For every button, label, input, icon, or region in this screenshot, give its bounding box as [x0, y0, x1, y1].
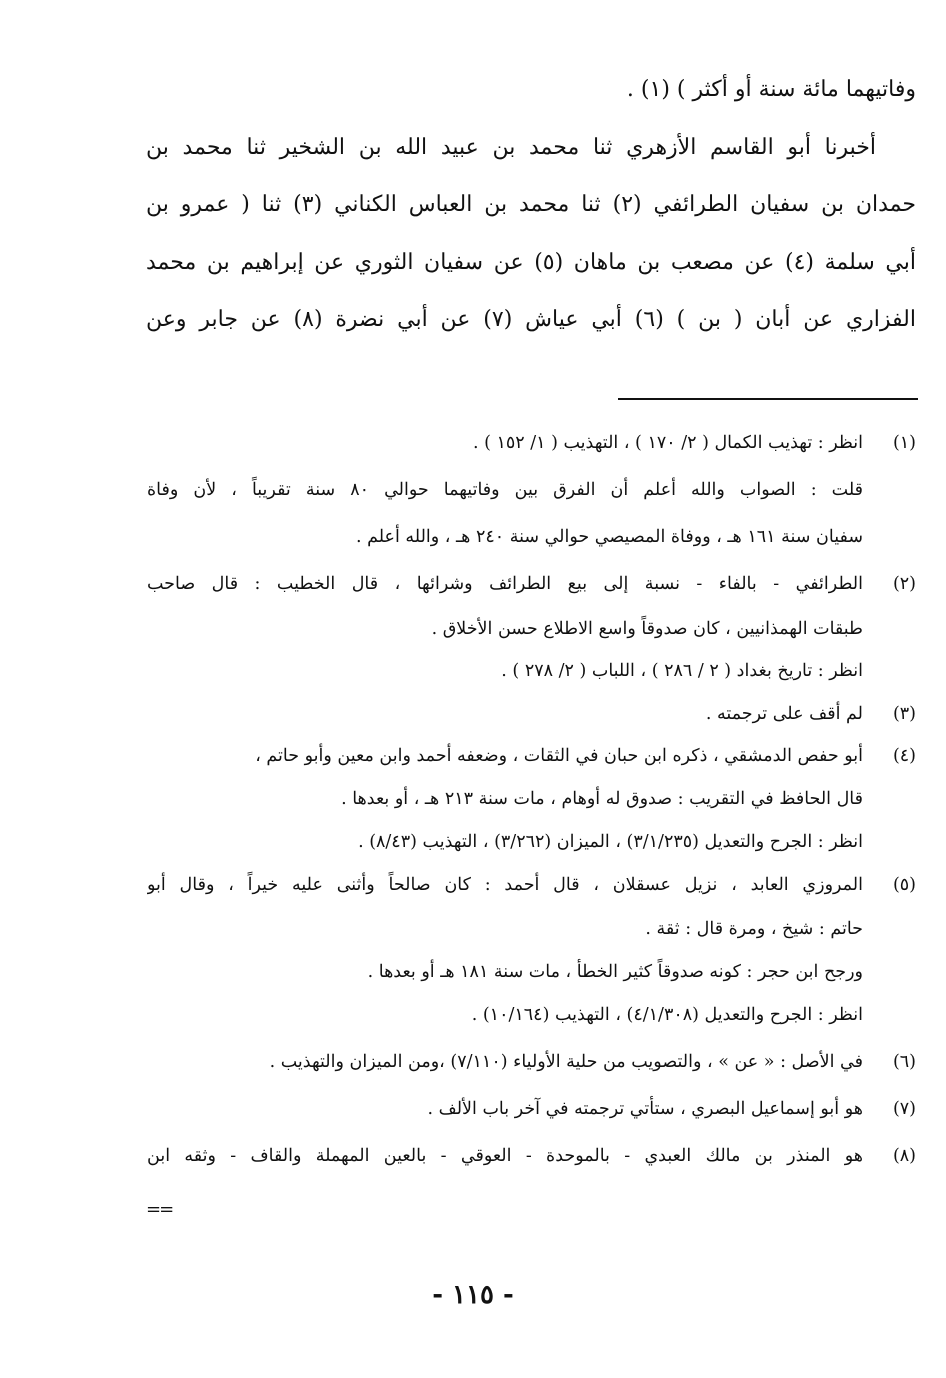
footnote-line: ورجح ابن حجر : كونه صدوقاً كثير الخطأ ، مات سنة ١٨١ هـ أو بعدها .	[367, 962, 863, 982]
footnote-line: انظر : تهذيب الكمال ( ٢/ ١٧٠ ) ، التهذيب ( ١/ ١٥٢ ) .	[472, 433, 863, 453]
footnote-line: قلت : الصواب والله أعلم أن الفرق بين وفاتيهما حوالي ٨٠ سنة تقريباً ، لأن وفاة	[147, 480, 863, 500]
footnote-line: أبو حفص الدمشقي ، ذكره ابن حبان في الثقات ، وضعفه أحمد وابن معين وأبو حاتم ،	[255, 746, 863, 766]
footnote-number: (٤)	[892, 746, 916, 766]
footnote-line: انظر : الجرح والتعديل (٣/١/٢٣٥) ، الميزان (٣/٢٦٢) ، التهذيب (٨/٤٣) .	[358, 832, 863, 852]
main-text-line: وفاتيهما مائة سنة أو أكثر ) (١) .	[626, 77, 916, 102]
footnote-line: هو المنذر بن مالك العبدي - بالموحدة - العوقي - بالعين المهملة والقاف - وثقه ابن	[147, 1146, 863, 1166]
footnote-line: انظر : الجرح والتعديل (٤/١/٣٠٨) ، التهذيب (١٠/١٦٤) .	[471, 1005, 863, 1025]
footnote-number: (١)	[892, 433, 916, 453]
footnote-separator	[618, 398, 918, 400]
main-text-line: أخبرنا أبو القاسم الأزهري ثنا محمد بن عبيد الله بن الشخير ثنا محمد بن	[146, 135, 876, 160]
footnote-number: (٦)	[892, 1052, 916, 1072]
main-text-line: الفزاري عن أبان ( بن ) (٦) أبي عياش (٧) عن أبي نضرة (٨) عن جابر وعن	[146, 307, 916, 332]
continuation-marker: ==	[146, 1199, 173, 1220]
footnote-line: سفيان سنة ١٦١ هـ ، ووفاة المصيصي حوالي سنة ٢٤٠ هـ ، والله أعلم .	[355, 527, 863, 547]
footnote-line: الطرائفي - بالفاء - نسبة إلى بيع الطرائف وشرائها ، قال الخطيب : قال صاحب	[147, 574, 863, 594]
page-number: - ١١٥ -	[432, 1280, 514, 1310]
footnote-number: (٥)	[892, 875, 916, 895]
footnote-line: في الأصل : « عن » ، والتصويب من حلية الأولياء (٧/١١٠) ،ومن الميزان والتهذيب .	[269, 1052, 863, 1072]
footnote-line: حاتم : شيخ ، ومرة قال : ثقة .	[645, 919, 863, 939]
footnote-line: قال الحافظ في التقريب : صدوق له أوهام ، مات سنة ٢١٣ هـ ، أو بعدها .	[341, 789, 863, 809]
footnote-line: انظر : تاريخ بغداد ( ٢ / ٢٨٦ ) ، اللباب ( ٢/ ٢٧٨ ) .	[501, 661, 863, 681]
footnote-number: (٢)	[892, 574, 916, 594]
main-text-line: حمدان بن سفيان الطرائفي (٢) ثنا محمد بن العباس الكناني (٣) ثنا ( عمرو بن	[146, 192, 916, 217]
footnote-number: (٨)	[892, 1146, 916, 1166]
footnote-line: هو أبو إسماعيل البصري ، ستأتي ترجمته في آخر باب الألف .	[427, 1099, 863, 1119]
footnote-number: (٧)	[892, 1099, 916, 1119]
footnote-line: المروزي العابد ، نزيل عسقلان ، قال أحمد : كان صالحاً وأثنى عليه خيراً ، وقال أبو	[147, 875, 863, 895]
footnote-line: لم أقف على ترجمته .	[705, 704, 863, 724]
footnote-number: (٣)	[892, 704, 916, 724]
footnote-line: طبقات الهمذانيين ، كان صدوقاً واسع الاطلاع حسن الأخلاق .	[431, 619, 863, 639]
main-text-line: أبي سلمة (٤) عن مصعب بن ماهان (٥) عن سفيان الثوري عن إبراهيم بن محمد	[146, 250, 916, 275]
